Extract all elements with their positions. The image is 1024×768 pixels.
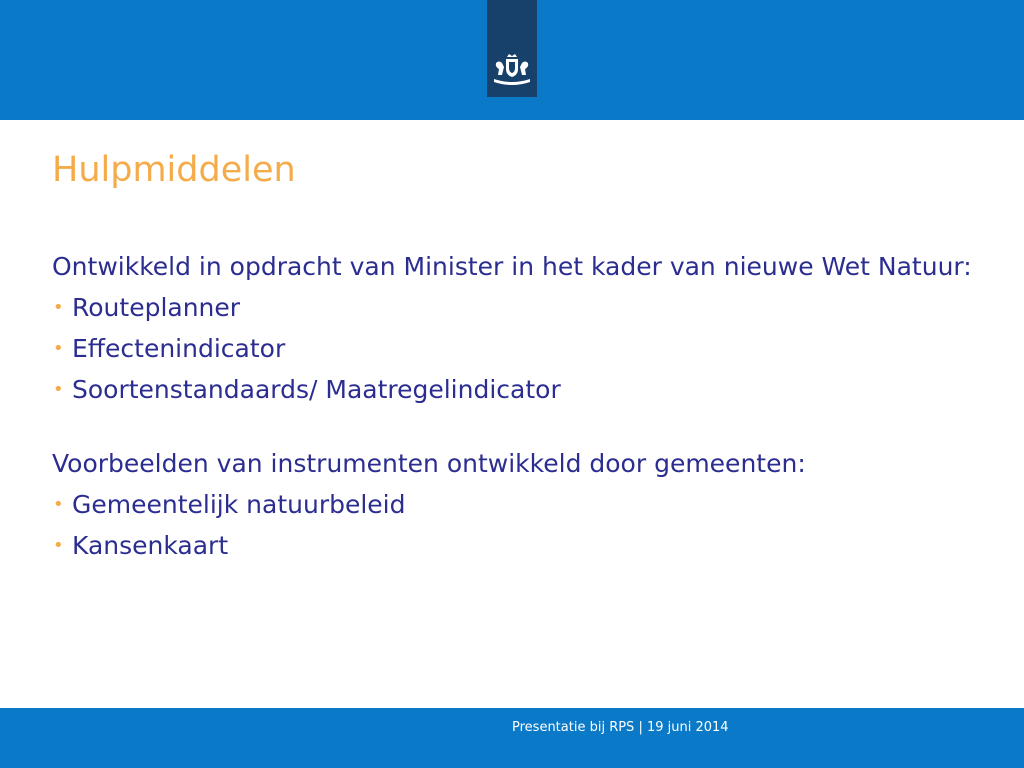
list-item-label: Kansenkaart <box>72 531 229 560</box>
list-item <box>52 373 972 406</box>
bullet-list-ministry-tools <box>52 291 972 406</box>
list-item-label: Effectenindicator <box>72 334 286 363</box>
list-item-label: Routeplanner <box>72 293 241 322</box>
footer-band <box>0 708 1024 768</box>
bullet-list-municipal-tools <box>52 488 972 562</box>
intro-paragraph: Ontwikkeld in opdracht van Minister in het kader van nieuwe Wet Natuur: <box>52 252 972 281</box>
list-item <box>52 488 972 521</box>
bullet-icon: • <box>53 297 64 318</box>
list-item <box>52 291 972 324</box>
bullet-icon: • <box>53 535 64 556</box>
slide-title: Hulpmiddelen <box>52 150 296 190</box>
bullet-icon: • <box>53 338 64 359</box>
bullet-icon: • <box>53 379 64 400</box>
list-item <box>52 332 972 365</box>
government-logo <box>487 0 537 97</box>
footer-caption: Presentatie bij RPS | 19 juni 2014 <box>512 720 729 735</box>
bullet-icon: • <box>53 494 64 515</box>
header-band <box>0 0 1024 120</box>
coat-of-arms-icon <box>490 53 534 87</box>
list-item-label: Soortenstandaards/ Maatregelindicator <box>72 375 561 404</box>
list-item-label: Gemeentelijk natuurbeleid <box>72 490 406 519</box>
list-item <box>52 529 972 562</box>
examples-paragraph: Voorbeelden van instrumenten ontwikkeld door gemeenten: <box>52 449 806 478</box>
slide-body <box>52 250 972 562</box>
